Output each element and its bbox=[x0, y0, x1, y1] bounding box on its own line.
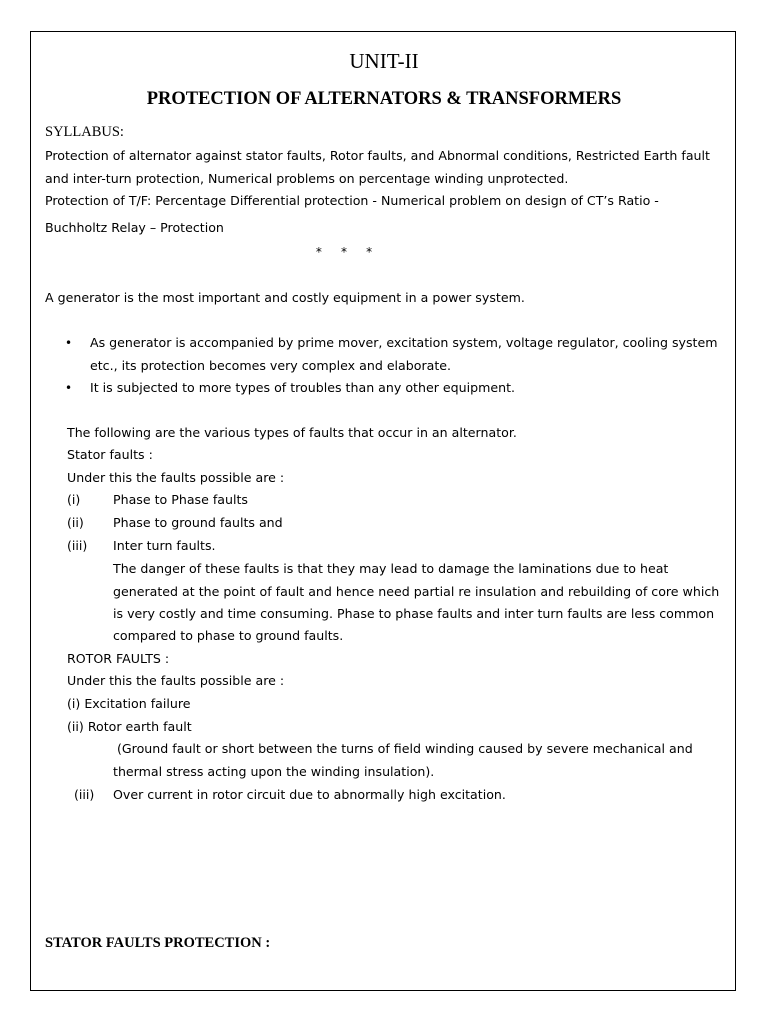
syllabus-label: SYLLABUS: bbox=[45, 124, 124, 140]
paragraph-line: The danger of these faults is that they may lead to damage the laminations due to heat bbox=[113, 561, 669, 576]
bullet-icon: • bbox=[65, 336, 73, 350]
list-item: Inter turn faults. bbox=[113, 538, 216, 553]
paragraph-line: is very costly and time consuming. Phase to phase faults and inter turn faults are less common bbox=[113, 606, 715, 621]
rotor-heading: ROTOR FAULTS : bbox=[67, 651, 170, 666]
list-number: (iii) bbox=[74, 787, 95, 802]
paragraph-line: (Ground fault or short between the turns of field winding caused by severe mechanical and bbox=[117, 741, 693, 756]
stator-under: Under this the faults possible are : bbox=[67, 470, 285, 485]
stator-heading: Stator faults : bbox=[67, 447, 153, 462]
syllabus-line: Protection of alternator against stator faults, Rotor faults, and Abnormal conditions, Restricted Earth fault bbox=[45, 148, 710, 163]
list-item: Over current in rotor circuit due to abnormally high excitation. bbox=[113, 787, 506, 802]
paragraph-line: compared to phase to ground faults. bbox=[113, 628, 344, 643]
paragraph-line: thermal stress acting upon the winding insulation). bbox=[113, 764, 435, 779]
list-item: Phase to ground faults and bbox=[113, 515, 283, 530]
list-number: (i) bbox=[67, 492, 81, 507]
page-title: PROTECTION OF ALTERNATORS & TRANSFORMERS bbox=[146, 89, 622, 109]
section-heading: STATOR FAULTS PROTECTION : bbox=[45, 935, 271, 951]
rotor-under: Under this the faults possible are : bbox=[67, 673, 285, 688]
bullet-item-continuation: etc., its protection becomes very complex and elaborate. bbox=[90, 358, 452, 373]
paragraph-line: generated at the point of fault and hence need partial re insulation and rebuilding of core which bbox=[113, 584, 720, 599]
intro-text: A generator is the most important and costly equipment in a power system. bbox=[45, 290, 525, 305]
bullet-item: It is subjected to more types of troubles than any other equipment. bbox=[90, 380, 516, 395]
section-separator: * * * bbox=[315, 245, 373, 259]
syllabus-line: Protection of T/F: Percentage Differential protection - Numerical problem on design of CT’s Ratio - bbox=[45, 193, 659, 208]
unit-title: UNIT-II bbox=[349, 49, 419, 73]
list-number: (ii) bbox=[67, 515, 84, 530]
syllabus-line: and inter-turn protection, Numerical problems on percentage winding unprotected. bbox=[45, 171, 569, 186]
list-item: (ii) Rotor earth fault bbox=[67, 719, 192, 734]
list-item: Phase to Phase faults bbox=[113, 492, 248, 507]
list-item: (i) Excitation failure bbox=[67, 696, 191, 711]
faults-intro: The following are the various types of faults that occur in an alternator. bbox=[67, 425, 517, 440]
list-number: (iii) bbox=[67, 538, 88, 553]
bullet-icon: • bbox=[65, 381, 73, 395]
syllabus-line: Buchholtz Relay – Protection bbox=[45, 220, 224, 235]
bullet-item: As generator is accompanied by prime mover, excitation system, voltage regulator, cooling system bbox=[90, 335, 718, 350]
